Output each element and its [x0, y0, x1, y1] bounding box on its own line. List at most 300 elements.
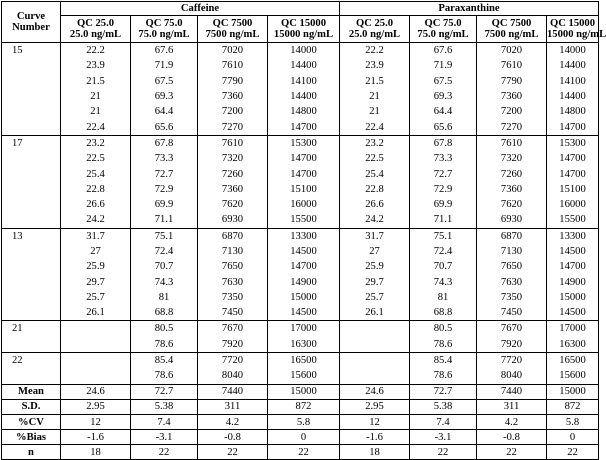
caffeine-value-cell: 14500 [268, 305, 340, 321]
caffeine-value-cell: 71.1 [131, 212, 198, 228]
paraxanthine-value-cell: 14700 [559, 261, 586, 273]
paraxanthine-value-cell: 14700 [559, 153, 586, 165]
paraxanthine-col-header [547, 16, 606, 43]
paraxanthine-stat-cell: 4.2 [477, 414, 547, 429]
paraxanthine-value-cell: 14400 [559, 91, 586, 103]
caffeine-stat-cell: 5.8 [268, 414, 340, 429]
paraxanthine-group-header: Paraxanthine [340, 2, 599, 16]
caffeine-value-cell: 31.7 [61, 228, 131, 244]
caffeine-stat-cell: -1.6 [61, 430, 131, 445]
caffeine-stat-cell: -0.8 [198, 430, 268, 445]
column-header-row [2, 16, 599, 43]
caffeine-value-cell: 14100 [268, 74, 340, 89]
caffeine-value-cell: 21.5 [61, 74, 131, 89]
caffeine-value-cell: 14700 [268, 151, 340, 166]
table-row [2, 104, 599, 119]
paraxanthine-value-cell: 78.6 [410, 337, 477, 353]
caffeine-stat-cell: 2.95 [61, 399, 131, 414]
table-row [2, 212, 599, 228]
caffeine-value-cell: 14500 [268, 244, 340, 259]
curve-number-header: Curve Number [2, 2, 61, 43]
paraxanthine-value-cell: 16000 [559, 199, 586, 211]
col-header-qc-label: QC 25.0 [76, 18, 115, 29]
paraxanthine-stat-cell: 2.95 [340, 399, 410, 414]
paraxanthine-value-cell [340, 368, 410, 384]
caffeine-value-cell: 7650 [198, 259, 268, 274]
paraxanthine-col-header [340, 16, 410, 43]
paraxanthine-value-cell: 16500 [547, 352, 599, 368]
paraxanthine-value-cell: 22.4 [340, 119, 410, 135]
paraxanthine-value-cell: 15500 [559, 214, 586, 226]
curve-number-cell [2, 58, 61, 73]
caffeine-stat-cell: 4.2 [198, 414, 268, 429]
caffeine-value-cell: 23.9 [61, 58, 131, 73]
paraxanthine-value-cell: 15300 [547, 135, 599, 151]
caffeine-value-cell: 7320 [198, 151, 268, 166]
paraxanthine-value-cell: 14500 [559, 246, 586, 257]
caffeine-value-cell: 67.5 [131, 74, 198, 89]
paraxanthine-value-cell: 15600 [559, 370, 586, 382]
caffeine-stat-cell: 22 [131, 445, 198, 460]
curve-number-cell [2, 244, 61, 259]
paraxanthine-value-cell: 6930 [477, 212, 547, 228]
paraxanthine-value-cell: 27 [340, 244, 410, 259]
caffeine-value-cell: 7620 [198, 197, 268, 212]
caffeine-stat-cell: 24.6 [61, 384, 131, 399]
paraxanthine-value-cell [340, 337, 410, 353]
col-header-concentration: 7500 ng/mL [205, 29, 260, 40]
caffeine-stat-cell: -3.1 [131, 430, 198, 445]
caffeine-value-cell: 6870 [198, 228, 268, 244]
paraxanthine-value-cell: 7270 [477, 119, 547, 135]
curve-number-cell [2, 259, 61, 274]
paraxanthine-value-cell: 8040 [477, 368, 547, 384]
paraxanthine-value-cell: 14800 [559, 106, 586, 118]
paraxanthine-value-cell: 74.3 [410, 274, 477, 289]
caffeine-value-cell: 29.7 [61, 274, 131, 289]
caffeine-value-cell: 14900 [268, 274, 340, 289]
paraxanthine-value-cell: 26.1 [340, 305, 410, 321]
paraxanthine-value-cell: 65.6 [410, 119, 477, 135]
stat-row [2, 430, 599, 445]
caffeine-value-cell: 15600 [268, 368, 340, 384]
paraxanthine-value-cell: 7350 [477, 290, 547, 305]
caffeine-value-cell: 22.5 [61, 151, 131, 166]
paraxanthine-value-cell: 17000 [547, 321, 599, 337]
col-header-qc-label: QC 75.0 [145, 18, 183, 29]
table-row [2, 321, 599, 337]
caffeine-value-cell: 7610 [198, 135, 268, 151]
paraxanthine-value-cell: 7260 [477, 166, 547, 181]
paraxanthine-value-cell: 78.6 [410, 368, 477, 384]
caffeine-value-cell: 15100 [268, 182, 340, 197]
paraxanthine-value-cell: 7020 [477, 43, 547, 59]
paraxanthine-value-cell: 29.7 [340, 274, 410, 289]
paraxanthine-stat-cell: 15000 [547, 384, 599, 399]
caffeine-value-cell: 70.7 [131, 259, 198, 274]
paraxanthine-value-cell: 7670 [477, 321, 547, 337]
paraxanthine-value-cell: 25.7 [340, 290, 410, 305]
curve-number-cell: 13 [2, 228, 61, 244]
paraxanthine-value-cell: 22.2 [340, 43, 410, 59]
caffeine-value-cell: 7630 [198, 274, 268, 289]
caffeine-value-cell: 7920 [198, 337, 268, 353]
col-header-concentration: 25.0 ng/mL [69, 29, 122, 40]
paraxanthine-value-cell: 21.5 [340, 74, 410, 89]
caffeine-stat-cell: 311 [198, 399, 268, 414]
caffeine-value-cell: 64.4 [131, 104, 198, 119]
caffeine-value-cell: 14800 [268, 104, 340, 119]
curve-number-cell [2, 212, 61, 228]
paraxanthine-value-cell [340, 321, 410, 337]
caffeine-col-header [268, 16, 340, 43]
paraxanthine-value-cell: 14400 [559, 60, 586, 72]
col-header-concentration: 75.0 ng/mL [417, 29, 469, 40]
caffeine-value-cell: 22.2 [61, 43, 131, 59]
caffeine-value-cell: 68.8 [131, 305, 198, 321]
caffeine-value-cell [61, 368, 131, 384]
col-header-qc-label: QC 7500 [491, 18, 532, 29]
paraxanthine-value-cell: 71.1 [410, 212, 477, 228]
table-row [2, 228, 599, 244]
table-row [2, 368, 599, 384]
caffeine-value-cell: 81 [131, 290, 198, 305]
caffeine-value-cell: 78.6 [131, 368, 198, 384]
caffeine-value-cell [61, 337, 131, 353]
paraxanthine-value-cell: 7630 [477, 274, 547, 289]
paraxanthine-value-cell: 71.9 [410, 58, 477, 73]
paraxanthine-stat-cell: 22 [547, 445, 599, 460]
caffeine-value-cell: 7360 [198, 182, 268, 197]
table-row [2, 89, 599, 104]
caffeine-value-cell: 26.6 [61, 197, 131, 212]
caffeine-value-cell: 14700 [268, 259, 340, 274]
caffeine-stat-cell: 7440 [198, 384, 268, 399]
paraxanthine-value-cell: 81 [410, 290, 477, 305]
caffeine-value-cell: 7260 [198, 166, 268, 181]
table-row [2, 259, 599, 274]
caffeine-value-cell: 71.9 [131, 58, 198, 73]
caffeine-stat-cell: 15000 [268, 384, 340, 399]
caffeine-value-cell: 74.3 [131, 274, 198, 289]
paraxanthine-value-cell: 64.4 [410, 104, 477, 119]
table-row [2, 197, 599, 212]
curve-number-cell [2, 151, 61, 166]
caffeine-value-cell: 17000 [268, 321, 340, 337]
caffeine-value-cell: 67.8 [131, 135, 198, 151]
curve-number-cell [2, 104, 61, 119]
table-row [2, 182, 599, 197]
paraxanthine-stat-cell: 72.7 [410, 384, 477, 399]
paraxanthine-value-cell: 85.4 [410, 352, 477, 368]
paraxanthine-stat-cell: 24.6 [340, 384, 410, 399]
paraxanthine-value-cell: 69.9 [410, 197, 477, 212]
curve-number-cell: 15 [2, 43, 61, 59]
caffeine-value-cell [61, 352, 131, 368]
caffeine-value-cell: 21 [61, 104, 131, 119]
paraxanthine-stat-cell: 872 [547, 399, 599, 414]
caffeine-value-cell: 6930 [198, 212, 268, 228]
paraxanthine-value-cell: 7790 [477, 74, 547, 89]
curve-number-cell: 21 [2, 321, 61, 337]
caffeine-value-cell: 7130 [198, 244, 268, 259]
col-header-concentration: 15000 ng/mL [547, 29, 606, 40]
caffeine-value-cell: 13300 [268, 228, 340, 244]
paraxanthine-value-cell: 13300 [547, 228, 599, 244]
caffeine-value-cell: 25.7 [61, 290, 131, 305]
paraxanthine-value-cell: 16300 [559, 338, 586, 350]
paraxanthine-col-header [477, 16, 547, 43]
stat-row [2, 445, 599, 460]
paraxanthine-stat-cell: -1.6 [340, 430, 410, 445]
paraxanthine-stat-cell: 22 [410, 445, 477, 460]
curve-number-cell: 17 [2, 135, 61, 151]
col-header-qc-label: QC 7500 [212, 18, 253, 29]
paraxanthine-value-cell: 72.9 [410, 182, 477, 197]
paraxanthine-col-header [410, 16, 477, 43]
paraxanthine-value-cell: 14700 [559, 121, 586, 133]
caffeine-value-cell: 72.4 [131, 244, 198, 259]
caffeine-value-cell: 78.6 [131, 337, 198, 353]
caffeine-value-cell: 7200 [198, 104, 268, 119]
col-header-qc-label: QC 75.0 [424, 18, 462, 29]
table-row [2, 43, 599, 59]
paraxanthine-stat-cell: 18 [340, 445, 410, 460]
caffeine-value-cell: 7020 [198, 43, 268, 59]
paraxanthine-value-cell: 21 [340, 104, 410, 119]
col-header-concentration: 75.0 ng/mL [138, 29, 190, 40]
caffeine-stat-cell: 12 [61, 414, 131, 429]
paraxanthine-stat-cell: 311 [477, 399, 547, 414]
paraxanthine-value-cell: 7200 [477, 104, 547, 119]
paraxanthine-value-cell: 7610 [477, 135, 547, 151]
caffeine-value-cell: 7450 [198, 305, 268, 321]
caffeine-value-cell: 7360 [198, 89, 268, 104]
stat-label-cell: %Bias [2, 430, 61, 445]
table-row [2, 244, 599, 259]
caffeine-value-cell: 27 [61, 244, 131, 259]
paraxanthine-value-cell: 26.6 [340, 197, 410, 212]
caffeine-value-cell: 15300 [268, 135, 340, 151]
col-header-qc-label: QC 15000 [550, 18, 596, 29]
caffeine-value-cell: 80.5 [131, 321, 198, 337]
stat-label-cell: n [2, 445, 61, 460]
caffeine-value-cell: 7350 [198, 290, 268, 305]
paraxanthine-stat-cell: -0.8 [477, 430, 547, 445]
table-row [2, 119, 599, 135]
paraxanthine-value-cell: 21 [340, 89, 410, 104]
caffeine-value-cell: 15000 [268, 290, 340, 305]
caffeine-stat-cell: 22 [268, 445, 340, 460]
paraxanthine-stat-cell: 22 [477, 445, 547, 460]
stat-label-cell: S.D. [2, 399, 61, 414]
caffeine-value-cell: 75.1 [131, 228, 198, 244]
caffeine-value-cell: 7610 [198, 58, 268, 73]
paraxanthine-value-cell: 25.9 [340, 259, 410, 274]
table-body [2, 43, 599, 460]
curve-number-cell [2, 119, 61, 135]
paraxanthine-stat-cell: 0 [547, 430, 599, 445]
paraxanthine-value-cell: 6870 [477, 228, 547, 244]
caffeine-value-cell: 22.8 [61, 182, 131, 197]
paraxanthine-stat-cell: 5.38 [410, 399, 477, 414]
table-row [2, 290, 599, 305]
curve-number-cell [2, 305, 61, 321]
table-row [2, 305, 599, 321]
paraxanthine-value-cell: 14100 [559, 75, 586, 87]
table-row [2, 58, 599, 73]
caffeine-col-header [198, 16, 268, 43]
table-row [2, 151, 599, 166]
caffeine-value-cell: 14400 [268, 89, 340, 104]
curve-number-cell [2, 290, 61, 305]
caffeine-value-cell: 26.1 [61, 305, 131, 321]
curve-number-cell [2, 337, 61, 353]
caffeine-value-cell: 24.2 [61, 212, 131, 228]
caffeine-stat-cell: 22 [198, 445, 268, 460]
paraxanthine-value-cell: 72.4 [410, 244, 477, 259]
paraxanthine-stat-cell: 12 [340, 414, 410, 429]
caffeine-value-cell: 22.4 [61, 119, 131, 135]
table-row [2, 74, 599, 89]
caffeine-stat-cell: 7.4 [131, 414, 198, 429]
col-header-concentration: 25.0 ng/mL [348, 29, 401, 40]
qc-results-table [1, 1, 606, 460]
paraxanthine-value-cell: 23.2 [340, 135, 410, 151]
paraxanthine-value-cell: 14700 [559, 168, 586, 180]
paraxanthine-value-cell: 24.2 [340, 212, 410, 228]
caffeine-value-cell: 7270 [198, 119, 268, 135]
paraxanthine-value-cell: 23.9 [340, 58, 410, 73]
paraxanthine-value-cell: 72.7 [410, 166, 477, 181]
caffeine-value-cell [61, 321, 131, 337]
paraxanthine-value-cell: 70.7 [410, 259, 477, 274]
paraxanthine-value-cell: 14000 [559, 45, 586, 57]
caffeine-col-header [61, 16, 131, 43]
caffeine-value-cell: 14700 [268, 166, 340, 181]
col-header-concentration: 15000 ng/mL [273, 29, 334, 40]
paraxanthine-value-cell: 67.8 [410, 135, 477, 151]
paraxanthine-value-cell: 15100 [559, 183, 586, 195]
caffeine-stat-cell: 72.7 [131, 384, 198, 399]
caffeine-value-cell: 72.7 [131, 166, 198, 181]
table-row [2, 337, 599, 353]
paraxanthine-value-cell: 67.5 [410, 74, 477, 89]
paraxanthine-value-cell: 14500 [559, 307, 586, 319]
paraxanthine-value-cell: 7920 [477, 337, 547, 353]
caffeine-value-cell: 7670 [198, 321, 268, 337]
table-row [2, 352, 599, 368]
caffeine-value-cell: 8040 [198, 368, 268, 384]
paraxanthine-value-cell: 80.5 [410, 321, 477, 337]
paraxanthine-value-cell: 7360 [477, 182, 547, 197]
paraxanthine-value-cell: 14900 [559, 276, 586, 288]
paraxanthine-value-cell: 7320 [477, 151, 547, 166]
paraxanthine-value-cell [340, 352, 410, 368]
caffeine-value-cell: 85.4 [131, 352, 198, 368]
caffeine-stat-cell: 0 [268, 430, 340, 445]
col-header-qc-label: QC 15000 [280, 18, 327, 29]
caffeine-value-cell: 16300 [268, 337, 340, 353]
paraxanthine-value-cell: 22.8 [340, 182, 410, 197]
stat-label-cell: Mean [2, 384, 61, 399]
paraxanthine-value-cell: 25.4 [340, 166, 410, 181]
caffeine-value-cell: 73.3 [131, 151, 198, 166]
caffeine-value-cell: 25.4 [61, 166, 131, 181]
caffeine-value-cell: 14400 [268, 58, 340, 73]
caffeine-value-cell: 69.9 [131, 197, 198, 212]
caffeine-value-cell: 16500 [268, 352, 340, 368]
caffeine-value-cell: 65.6 [131, 119, 198, 135]
caffeine-value-cell: 72.9 [131, 182, 198, 197]
table-row [2, 166, 599, 181]
caffeine-value-cell: 14700 [268, 119, 340, 135]
stat-row [2, 399, 599, 414]
table-row [2, 274, 599, 289]
paraxanthine-value-cell: 31.7 [340, 228, 410, 244]
caffeine-stat-cell: 872 [268, 399, 340, 414]
paraxanthine-stat-cell: 5.8 [547, 414, 599, 429]
stat-row [2, 384, 599, 399]
paraxanthine-value-cell: 75.1 [410, 228, 477, 244]
curve-number-cell [2, 89, 61, 104]
caffeine-stat-cell: 18 [61, 445, 131, 460]
caffeine-value-cell: 23.2 [61, 135, 131, 151]
caffeine-value-cell: 67.6 [131, 43, 198, 59]
caffeine-value-cell: 14000 [268, 43, 340, 59]
curve-number-cell [2, 74, 61, 89]
stat-row [2, 414, 599, 429]
table-row [2, 135, 599, 151]
paraxanthine-value-cell: 7360 [477, 89, 547, 104]
paraxanthine-value-cell: 15000 [559, 291, 586, 303]
paraxanthine-value-cell: 7610 [477, 58, 547, 73]
curve-number-cell [2, 166, 61, 181]
caffeine-value-cell: 21 [61, 89, 131, 104]
paraxanthine-value-cell: 73.3 [410, 151, 477, 166]
curve-number-cell [2, 197, 61, 212]
paraxanthine-value-cell: 68.8 [410, 305, 477, 321]
curve-number-cell [2, 368, 61, 384]
paraxanthine-value-cell: 7450 [477, 305, 547, 321]
paraxanthine-value-cell: 69.3 [410, 89, 477, 104]
caffeine-value-cell: 7720 [198, 352, 268, 368]
paraxanthine-value-cell: 22.5 [340, 151, 410, 166]
caffeine-value-cell: 69.3 [131, 89, 198, 104]
stat-label-cell: %CV [2, 414, 61, 429]
curve-number-cell [2, 274, 61, 289]
caffeine-value-cell: 15500 [268, 212, 340, 228]
paraxanthine-stat-cell: 7440 [477, 384, 547, 399]
paraxanthine-value-cell: 7130 [477, 244, 547, 259]
curve-number-cell: 22 [2, 352, 61, 368]
paraxanthine-stat-cell: 7.4 [410, 414, 477, 429]
caffeine-value-cell: 7790 [198, 74, 268, 89]
caffeine-stat-cell: 5.38 [131, 399, 198, 414]
paraxanthine-value-cell: 7620 [477, 197, 547, 212]
col-header-concentration: 7500 ng/mL [484, 29, 539, 40]
paraxanthine-value-cell: 7650 [477, 259, 547, 274]
paraxanthine-value-cell: 7720 [477, 352, 547, 368]
col-header-qc-label: QC 25.0 [355, 18, 394, 29]
curve-number-cell [2, 182, 61, 197]
caffeine-col-header [131, 16, 198, 43]
caffeine-value-cell: 25.9 [61, 259, 131, 274]
caffeine-value-cell: 16000 [268, 197, 340, 212]
caffeine-group-header: Caffeine [61, 2, 340, 16]
paraxanthine-value-cell: 67.6 [410, 43, 477, 59]
paraxanthine-stat-cell: -3.1 [410, 430, 477, 445]
